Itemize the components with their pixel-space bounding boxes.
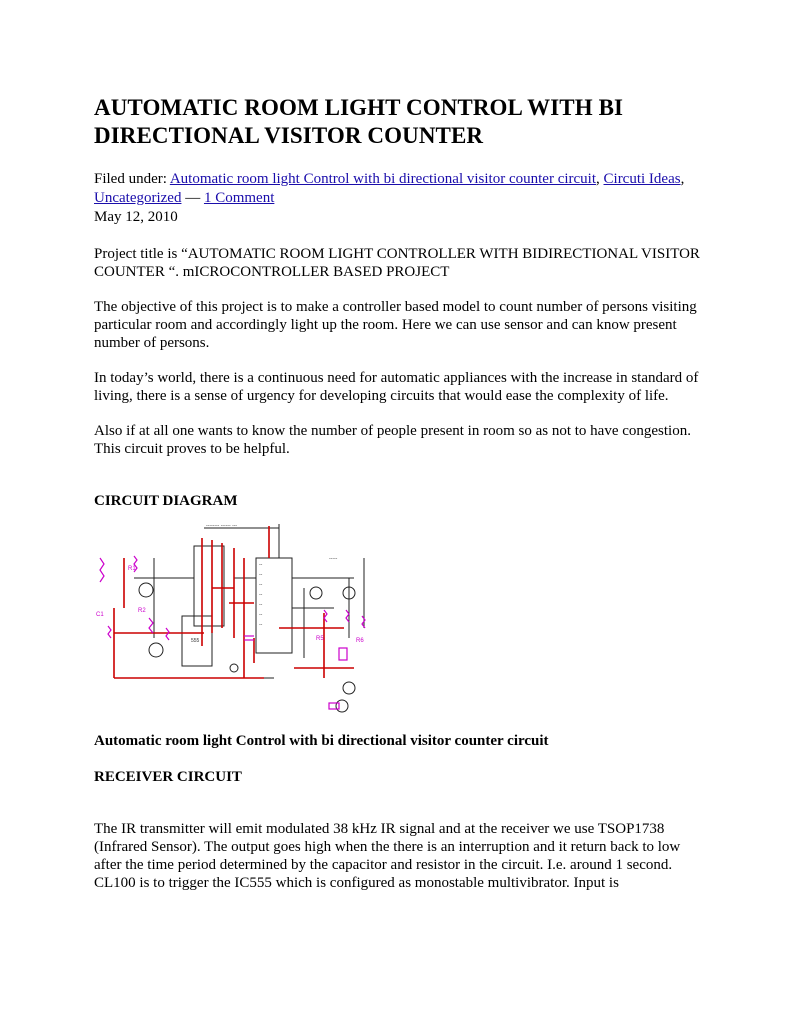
svg-text:--: -- <box>259 572 263 578</box>
svg-text:--: -- <box>259 562 263 568</box>
category-link-automatic-room-light[interactable]: Automatic room light Control with bi directional visitor counter circuit <box>169 171 597 187</box>
svg-text:--: -- <box>259 582 263 588</box>
svg-text:-----: ----- <box>329 556 338 562</box>
circuit-diagram-image <box>94 518 394 718</box>
svg-text:--: -- <box>259 602 263 608</box>
circuit-diagram-heading: CIRCUIT DIAGRAM <box>94 493 238 509</box>
svg-text:R5: R5 <box>316 636 324 642</box>
paragraph-receiver: The IR transmitter will emit modulated 38 kHz IR signal and at the receiver we use TSOP1738 (Infrared Sensor). The output goes high when the there is an interruption and it return back to low after the time period determined by the capacitor and resistor in the circuit. I.e. around 1 second. CL100 is to trigger the IC555 which is configured as monostable multivibrator. Input is <box>94 821 681 891</box>
svg-text:--: -- <box>259 622 263 628</box>
paragraph-objective: The objective of this project is to make a controller based model to count number of persons visiting particular room and accordingly light up the room. Here we can use sensor and can know present number of persons. <box>94 299 697 351</box>
svg-text:555: 555 <box>191 638 200 644</box>
article <box>94 94 704 909</box>
svg-text:R6: R6 <box>356 638 364 644</box>
svg-text:R1: R1 <box>128 566 136 572</box>
category-link-circuti-ideas[interactable]: Circuti Ideas <box>603 171 681 187</box>
figure-caption: Automatic room light Control with bi directional visitor counter circuit <box>94 733 549 749</box>
svg-text:C1: C1 <box>96 612 104 618</box>
filed-under-label: Filed under: <box>94 171 167 187</box>
svg-text:--: -- <box>259 592 263 598</box>
receiver-circuit-heading: RECEIVER CIRCUIT <box>94 769 242 785</box>
svg-text:--: -- <box>259 612 263 618</box>
comments-link[interactable]: 1 Comment <box>203 190 275 206</box>
paragraph-todays-world: In today’s world, there is a continuous need for automatic appliances with the increase in standard of living, there is a sense of urgency for developing circuits that would ease the complexity of life. <box>94 370 699 404</box>
page-title: AUTOMATIC ROOM LIGHT CONTROL WITH BI DIRECTIONAL VISITOR COUNTER <box>94 95 624 148</box>
post-date: May 12, 2010 <box>94 209 178 225</box>
post-meta: Filed under: Automatic room light Control with bi directional visitor counter circuit, Circuti Ideas, Uncategorized — 1 Comment May 12, 2010 <box>94 171 685 225</box>
circuit-schematic <box>94 518 394 718</box>
paragraph-project-title: Project title is “AUTOMATIC ROOM LIGHT CONTROLLER WITH BIDIRECTIONAL VISITOR COUNTER “. mICROCONTROLLER BASED PROJECT <box>94 246 700 280</box>
svg-text:R2: R2 <box>138 608 146 614</box>
svg-text:-------- ------ ---: -------- ------ --- <box>206 523 238 529</box>
category-link-uncategorized[interactable]: Uncategorized <box>94 190 182 206</box>
paragraph-congestion: Also if at all one wants to know the number of people present in room so as not to have congestion. This circuit proves to be helpful. <box>94 423 691 457</box>
